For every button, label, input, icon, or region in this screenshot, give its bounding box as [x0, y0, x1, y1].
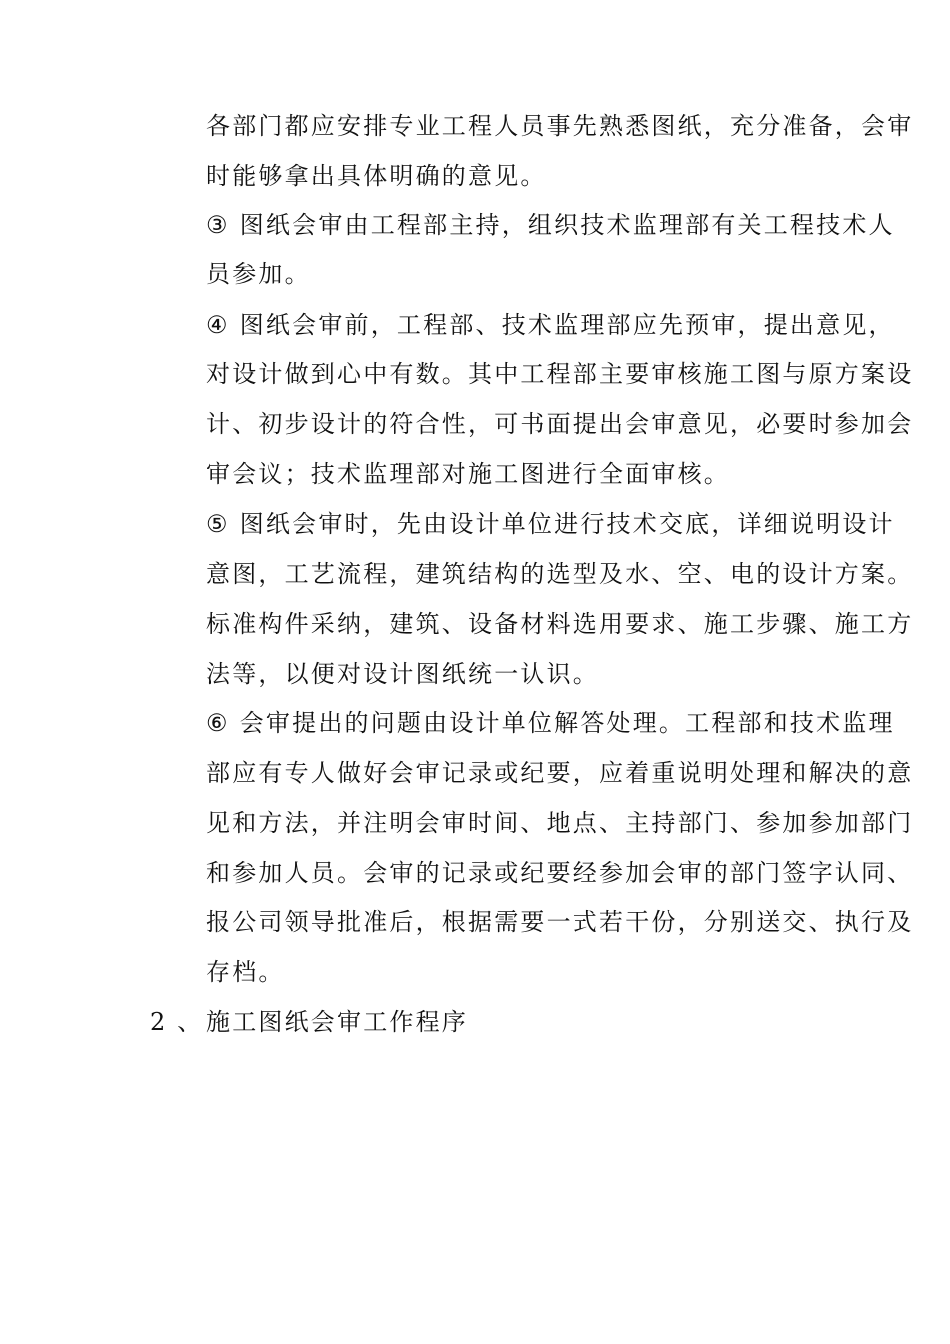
paragraph-line: [206, 210, 895, 240]
paragraph-line: [206, 957, 285, 987]
paragraph-text: 计、初步设计的符合性，可书面提出会审意见，必要时参加会: [206, 410, 914, 438]
paragraph-text: 见和方法，并注明会审时间、地点、主持部门、参加参加部门: [206, 809, 914, 837]
paragraph-line: [206, 359, 913, 389]
paragraph-line: [206, 858, 913, 888]
paragraph-text: 时能够拿出具体明确的意见。: [206, 162, 547, 190]
paragraph-line: [206, 259, 311, 289]
list-marker: ④: [206, 311, 230, 339]
paragraph-text: 意图，工艺流程，建筑结构的选型及水、空、电的设计方案。: [206, 560, 914, 588]
paragraph-line: [206, 111, 913, 141]
paragraph-text: 法等，以便对设计图纸统一认识。: [206, 660, 599, 688]
list-marker: ⑥: [206, 709, 230, 737]
paragraph-text: 员参加。: [206, 260, 311, 288]
paragraph-line: [206, 708, 895, 738]
paragraph-line: [206, 409, 913, 439]
list-marker: ⑤: [206, 510, 230, 538]
paragraph-text: 存档。: [206, 958, 285, 986]
paragraph-text: 图纸会审时，先由设计单位进行技术交底，详细说明设计: [239, 510, 895, 538]
paragraph-text: 报公司领导批准后，根据需要一式若干份，分别送交、执行及: [206, 908, 914, 936]
paragraph-text: 标准构件采纳，建筑、设备材料选用要求、施工步骤、施工方: [206, 610, 914, 638]
list-marker: ③: [206, 211, 230, 239]
paragraph-text: 和参加人员。会审的记录或纪要经参加会审的部门签字认同、: [206, 859, 914, 887]
paragraph-line: [206, 161, 547, 191]
paragraph-line: [206, 808, 913, 838]
paragraph-line: [206, 907, 913, 937]
paragraph-text: 会审提出的问题由设计单位解答处理。工程部和技术监理: [239, 709, 895, 737]
paragraph-text: 图纸会审前，工程部、技术监理部应先预审，提出意见，: [239, 311, 895, 339]
paragraph-text: 审会议；技术监理部对施工图进行全面审核。: [206, 460, 730, 488]
section-title: 施工图纸会审工作程序: [206, 1008, 468, 1036]
paragraph-text: 部应有专人做好会审记录或纪要，应着重说明处理和解决的意: [206, 759, 914, 787]
paragraph-line: [206, 758, 913, 788]
section-heading: [150, 1007, 468, 1037]
paragraph-text: 对设计做到心中有数。其中工程部主要审核施工图与原方案设: [206, 360, 914, 388]
paragraph-line: [206, 310, 895, 340]
paragraph-text: 各部门都应安排专业工程人员事先熟悉图纸，充分准备，会审: [206, 112, 914, 140]
paragraph-line: [206, 459, 730, 489]
paragraph-line: [206, 559, 913, 589]
paragraph-line: [206, 659, 599, 689]
paragraph-line: [206, 609, 913, 639]
paragraph-line: [206, 509, 895, 539]
section-number: 2 、: [150, 1008, 204, 1036]
paragraph-text: 图纸会审由工程部主持，组织技术监理部有关工程技术人: [239, 211, 895, 239]
